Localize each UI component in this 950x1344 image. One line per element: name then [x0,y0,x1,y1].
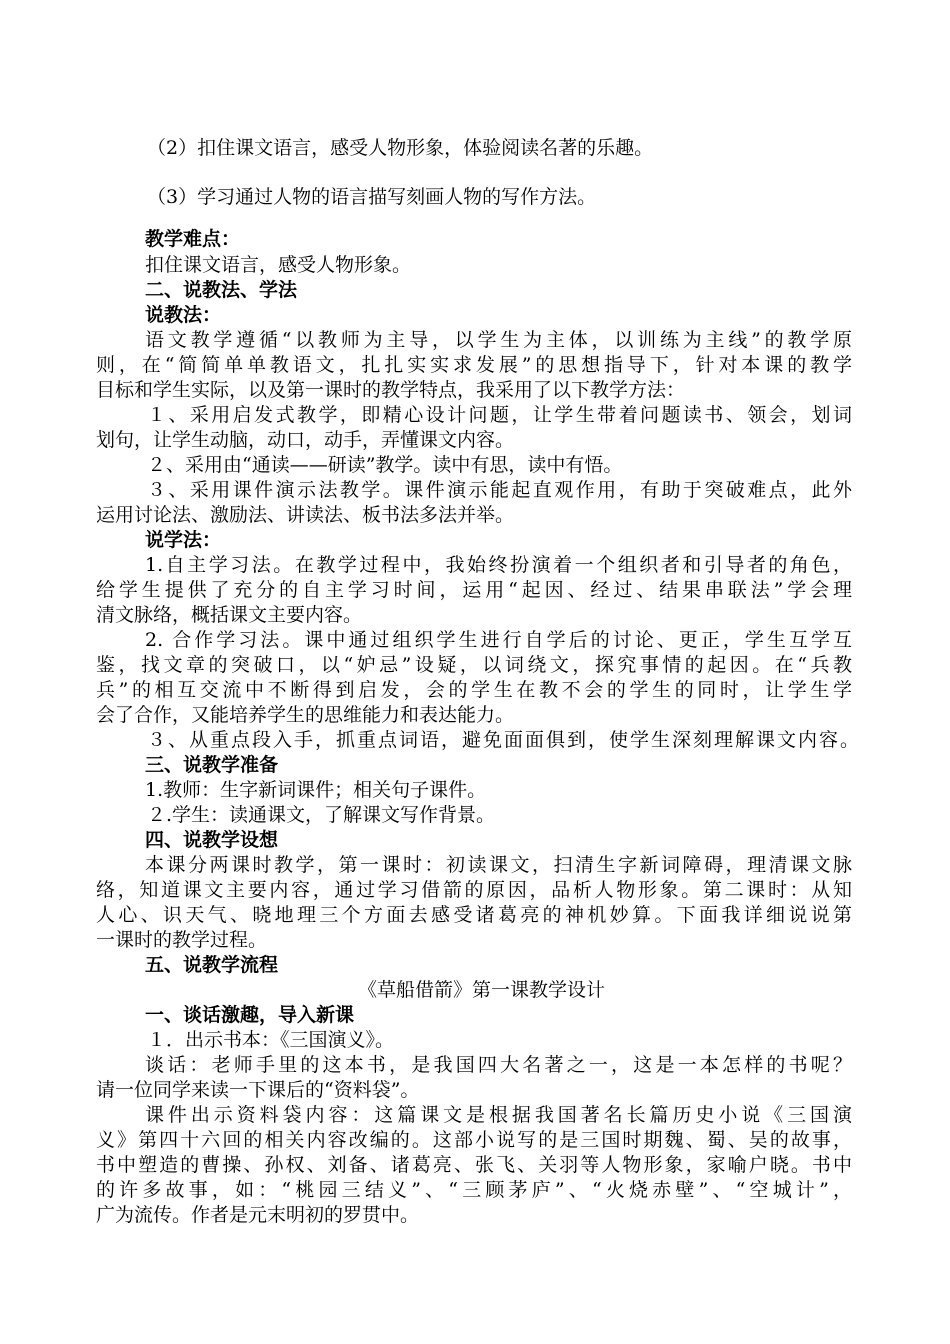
paragraph-line: ３、从重点段入手，抓重点词语，避免面面俱到，使学生深刻理解课文内容。 [147,729,859,751]
paragraph-line: ２.学生：读通课文，了解课文写作背景。 [147,804,496,826]
paragraph-line: 扣住课文语言，感受人物形象。 [145,254,412,276]
objective-3: （3）学习通过人物的语言描写刻画人物的写作方法。 [147,186,597,208]
paragraph-line: 书中塑造的曹操、孙权、刘备、诸葛亮、张飞、关羽等人物形象，家喻户晓。书中 [96,1154,852,1176]
objective-2: （2）扣住课文语言，感受人物形象，体验阅读名著的乐趣。 [147,137,654,159]
paragraph-line: 兵”的相互交流中不断得到启发，会的学生在教不会的学生的同时，让学生学 [96,679,852,701]
subheading-learning-method: 说学法： [145,529,222,551]
lesson-plan-title: 《草船借箭》第一课教学设计 [358,979,606,1001]
paragraph-line: 1.自主学习法。在教学过程中，我始终扮演着一个组织者和引导者的角色， [145,554,852,576]
section-heading-3: 三、说教学准备 [145,754,279,776]
paragraph-line: 义》第四十六回的相关内容改编的。这部小说写的是三国时期魏、蜀、吴的故事， [96,1129,852,1151]
paragraph-line: 给学生提供了充分的自主学习时间，运用“起因、经过、结果串联法”学会理 [96,579,852,601]
paragraph-line: 本课分两课时教学，第一课时：初读课文，扫清生字新词障碍，理清课文脉 [145,854,852,876]
paragraph-line: 的许多故事，如：“桃园三结义”、“三顾茅庐”、“火烧赤壁”、“空城计”， [96,1179,852,1201]
paragraph-line: 谈话：老师手里的这本书，是我国四大名著之一，这是一本怎样的书呢？ [145,1054,852,1076]
paragraph-line: ２、采用由“通读——研读”教学。读中有思，读中有悟。 [147,454,623,476]
paragraph-line: 清文脉络，概括课文主要内容。 [96,604,363,626]
paragraph-line: １、采用启发式教学，即精心设计问题，让学生带着问题读书、领会，划词 [147,404,852,426]
paragraph-line: 则，在“简简单单教语文，扎扎实实求发展”的思想指导下，针对本课的教学 [96,354,852,376]
section-heading-2: 二、说教法、学法 [145,279,298,301]
paragraph-line: 目标和学生实际，以及第一课时的教学特点，我采用了以下教学方法： [96,379,686,401]
paragraph-line: 会了合作，又能培养学生的思维能力和表达能力。 [96,704,515,726]
paragraph-line: 运用讨论法、激励法、讲读法、板书法多法并举。 [96,504,515,526]
paragraph-line: 课件出示资料袋内容：这篇课文是根据我国著名长篇历史小说《三国演 [145,1104,852,1126]
section-heading-4: 四、说教学设想 [145,829,279,851]
heading-difficulty: 教学难点： [145,228,241,250]
paragraph-line: 广为流传。作者是元末明初的罗贯中。 [96,1204,420,1226]
subheading-teaching-method: 说教法： [145,304,222,326]
paragraph-line: 语文教学遵循“以教师为主导，以学生为主体，以训练为主线”的教学原 [145,329,852,351]
paragraph-line: ３、采用课件演示法教学。课件演示能起直观作用，有助于突破难点，此外 [147,479,852,501]
paragraph-line: 划句，让学生动脑，动口，动手，弄懂课文内容。 [96,429,515,451]
paragraph-line: １．出示书本：《三国演义》。 [147,1029,395,1051]
paragraph-line: 一课时的教学过程。 [96,929,268,951]
paragraph-line: 2. 合作学习法。课中通过组织学生进行自学后的讨论、更正，学生互学互 [145,629,852,651]
lesson-step-heading: 一、谈话激趣，导入新课 [145,1004,355,1026]
paragraph-line: 络，知道课文主要内容，通过学习借箭的原因，品析人物形象。第二课时：从知 [96,879,852,901]
paragraph-line: 人心、识天气、晓地理三个方面去感受诸葛亮的神机妙算。下面我详细说说第 [96,904,852,926]
paragraph-line: 1.教师：生字新词课件；相关句子课件。 [145,779,487,801]
paragraph-line: 请一位同学来读一下课后的“资料袋”。 [96,1079,420,1101]
section-heading-5: 五、说教学流程 [145,954,279,976]
paragraph-line: 鉴，找文章的突破口，以“妒忌”设疑，以词绕文，探究事情的起因。在“兵教 [96,654,852,676]
